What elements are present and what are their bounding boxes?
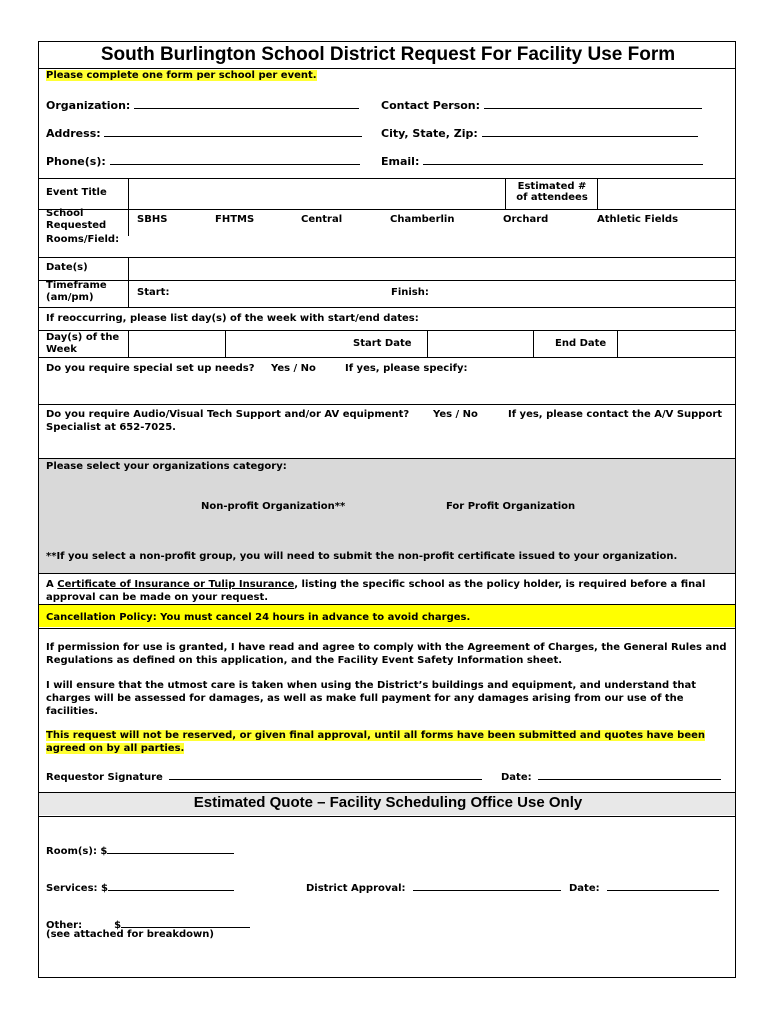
school-option-sbhs[interactable]: SBHS	[137, 214, 168, 225]
quote-date-field[interactable]	[569, 879, 719, 894]
av-contact-text: If yes, please contact the A/V Support	[508, 409, 723, 420]
days-of-week-line1: Day(s) of the	[46, 332, 120, 343]
instruction-text: Please complete one form per school per event.	[46, 70, 317, 81]
av-specialist-text: Specialist at 652-7025.	[46, 422, 176, 433]
dates-label: Date(s)	[46, 262, 88, 273]
divider	[39, 178, 735, 179]
cell-border	[128, 178, 129, 209]
end-date-input[interactable]	[620, 333, 732, 355]
contact-person-field[interactable]	[381, 97, 702, 112]
school-option-fhtms[interactable]: FHTMS	[215, 214, 255, 225]
other-cost-dollar: $	[114, 920, 122, 931]
divider	[39, 628, 735, 629]
cell-border	[128, 257, 129, 307]
agreement-p3-l2: agreed on by all parties.	[46, 743, 185, 754]
agreement-p1-l1: If permission for use is granted, I have read and agree to comply with the Agreement of Charges, the General Rules and	[46, 642, 727, 653]
setup-specify-label: If yes, please specify:	[345, 363, 468, 374]
event-title-label: Event Title	[46, 187, 107, 198]
rooms-cost-line[interactable]	[107, 842, 234, 854]
signature-date-field[interactable]	[501, 768, 721, 783]
days-of-week-label	[46, 332, 119, 356]
days-of-week-line2: Week	[46, 344, 77, 355]
school-requested-line2: Requested	[46, 220, 107, 231]
cell-border	[225, 330, 226, 357]
cancellation-policy: Cancellation Policy: You must cancel 24 hours in advance to avoid charges.	[46, 612, 471, 623]
cell-border	[128, 330, 129, 357]
address-line[interactable]	[104, 125, 362, 137]
services-cost-label: Services: $	[46, 883, 108, 894]
estimated-attendees-line2: of attendees	[516, 192, 588, 203]
agreement-p3-l1: This request will not be reserved, or given final approval, until all forms have been submitted and quotes have been	[46, 730, 706, 741]
timeframe-label	[46, 280, 107, 304]
email-label: Email:	[381, 155, 420, 168]
district-approval-line[interactable]	[413, 879, 561, 891]
divider	[39, 573, 735, 574]
divider	[39, 330, 735, 331]
agreement-p2-l1: I will ensure that the utmost care is taken when using the District’s buildings and equipment, and understand that	[46, 680, 697, 691]
divider	[39, 816, 735, 817]
insurance-text	[46, 579, 705, 590]
signature-field[interactable]	[46, 768, 482, 783]
av-yes-no[interactable]: Yes / No	[433, 409, 478, 420]
insurance-pre: A	[46, 579, 58, 590]
quote-date-line[interactable]	[607, 879, 719, 891]
phones-field[interactable]	[46, 153, 360, 168]
cell-border	[597, 178, 598, 209]
city-state-zip-label: City, State, Zip:	[381, 127, 478, 140]
rooms-field-label: Rooms/Field:	[46, 234, 120, 245]
agreement-p2-l2: charges will be assessed for damages, as well as make full payment for any damages arising from our use of the	[46, 693, 684, 704]
insurance-line2: approval can be made on your request.	[46, 592, 269, 603]
divider	[39, 68, 735, 69]
nonprofit-option[interactable]: Non-profit Organization**	[201, 501, 346, 512]
form-title: South Burlington School District Request For Facility Use Form	[100, 44, 676, 65]
signature-label: Requestor Signature	[46, 772, 163, 783]
divider	[39, 307, 735, 308]
rooms-field-input[interactable]	[131, 232, 731, 256]
contact-person-line[interactable]	[484, 97, 702, 109]
finish-time-label[interactable]: Finish:	[391, 287, 429, 298]
end-date-label: End Date	[555, 338, 607, 349]
forprofit-option[interactable]: For Profit Organization	[446, 501, 576, 512]
agreement-p2-l3: facilities.	[46, 706, 99, 717]
address-field[interactable]	[46, 125, 362, 140]
contact-person-label: Contact Person:	[381, 99, 481, 112]
divider	[39, 357, 735, 358]
quote-title: Estimated Quote – Facility Scheduling Office Use Only	[193, 794, 583, 811]
phones-label: Phone(s):	[46, 155, 106, 168]
services-cost-field[interactable]	[46, 879, 234, 894]
school-option-central[interactable]: Central	[301, 214, 343, 225]
address-label: Address:	[46, 127, 101, 140]
event-title-input[interactable]	[131, 181, 503, 207]
rooms-cost-field[interactable]	[46, 842, 234, 857]
email-line[interactable]	[423, 153, 703, 165]
services-cost-line[interactable]	[108, 879, 234, 891]
cell-border	[533, 330, 534, 357]
reoccurring-label: If reoccurring, please list day(s) of the week with start/end dates:	[46, 313, 419, 324]
cell-border	[128, 209, 129, 236]
signature-date-label: Date:	[501, 772, 532, 783]
start-time-label[interactable]: Start:	[137, 287, 170, 298]
setup-specify-input[interactable]	[46, 378, 730, 402]
setup-question: Do you require special set up needs?	[46, 363, 255, 374]
rooms-cost-label: Room(s): $	[46, 846, 108, 857]
av-question: Do you require Audio/Visual Tech Support and/or AV equipment?	[46, 409, 410, 420]
school-option-athletic-fields[interactable]: Athletic Fields	[597, 214, 679, 225]
setup-yes-no[interactable]: Yes / No	[271, 363, 316, 374]
divider	[39, 257, 735, 258]
district-approval-field[interactable]	[306, 879, 561, 894]
other-cost-line[interactable]	[121, 916, 250, 928]
cell-border	[427, 330, 428, 357]
nonprofit-note: **If you select a non-profit group, you will need to submit the non-profit certificate issued to your organization.	[46, 551, 678, 562]
phones-line[interactable]	[110, 153, 360, 165]
insurance-post: , listing the specific school as the policy holder, is required before a final	[294, 579, 706, 590]
cell-border	[617, 330, 618, 357]
breakdown-note: (see attached for breakdown)	[46, 929, 214, 940]
cell-border	[505, 178, 506, 209]
school-option-chamberlin[interactable]: Chamberlin	[390, 214, 455, 225]
district-approval-label: District Approval:	[306, 883, 406, 894]
city-state-zip-line[interactable]	[482, 125, 698, 137]
days-of-week-input[interactable]	[131, 333, 223, 355]
city-state-zip-field[interactable]	[381, 125, 698, 140]
estimated-attendees-line1: Estimated #	[517, 181, 587, 192]
other-cost-label: Other:	[46, 920, 83, 931]
agreement-p1-l2: Regulations as defined on this application, and the Facility Event Safety Information sheet.	[46, 655, 563, 666]
quote-date-label: Date:	[569, 883, 600, 894]
school-option-orchard[interactable]: Orchard	[503, 214, 549, 225]
divider	[39, 404, 735, 405]
start-date-input[interactable]	[430, 333, 531, 355]
start-date-label: Start Date	[353, 338, 412, 349]
school-requested-label	[46, 208, 106, 232]
organization-field[interactable]	[46, 97, 359, 112]
divider	[39, 280, 735, 281]
dates-input[interactable]	[131, 260, 731, 278]
divider	[39, 209, 735, 210]
timeframe-line1: Timeframe	[46, 280, 107, 291]
signature-line[interactable]	[169, 768, 482, 780]
insurance-link[interactable]: Certificate of Insurance or Tulip Insurance	[57, 579, 295, 590]
estimated-attendees-input[interactable]	[600, 181, 732, 207]
timeframe-line2: (am/pm)	[46, 292, 94, 303]
category-prompt: Please select your organizations category:	[46, 461, 287, 472]
organization-label: Organization:	[46, 99, 131, 112]
email-field[interactable]	[381, 153, 703, 168]
form-frame	[38, 41, 736, 978]
school-requested-line1: School	[46, 208, 84, 219]
organization-line[interactable]	[134, 97, 359, 109]
estimated-attendees-label	[509, 181, 595, 203]
signature-date-line[interactable]	[538, 768, 721, 780]
